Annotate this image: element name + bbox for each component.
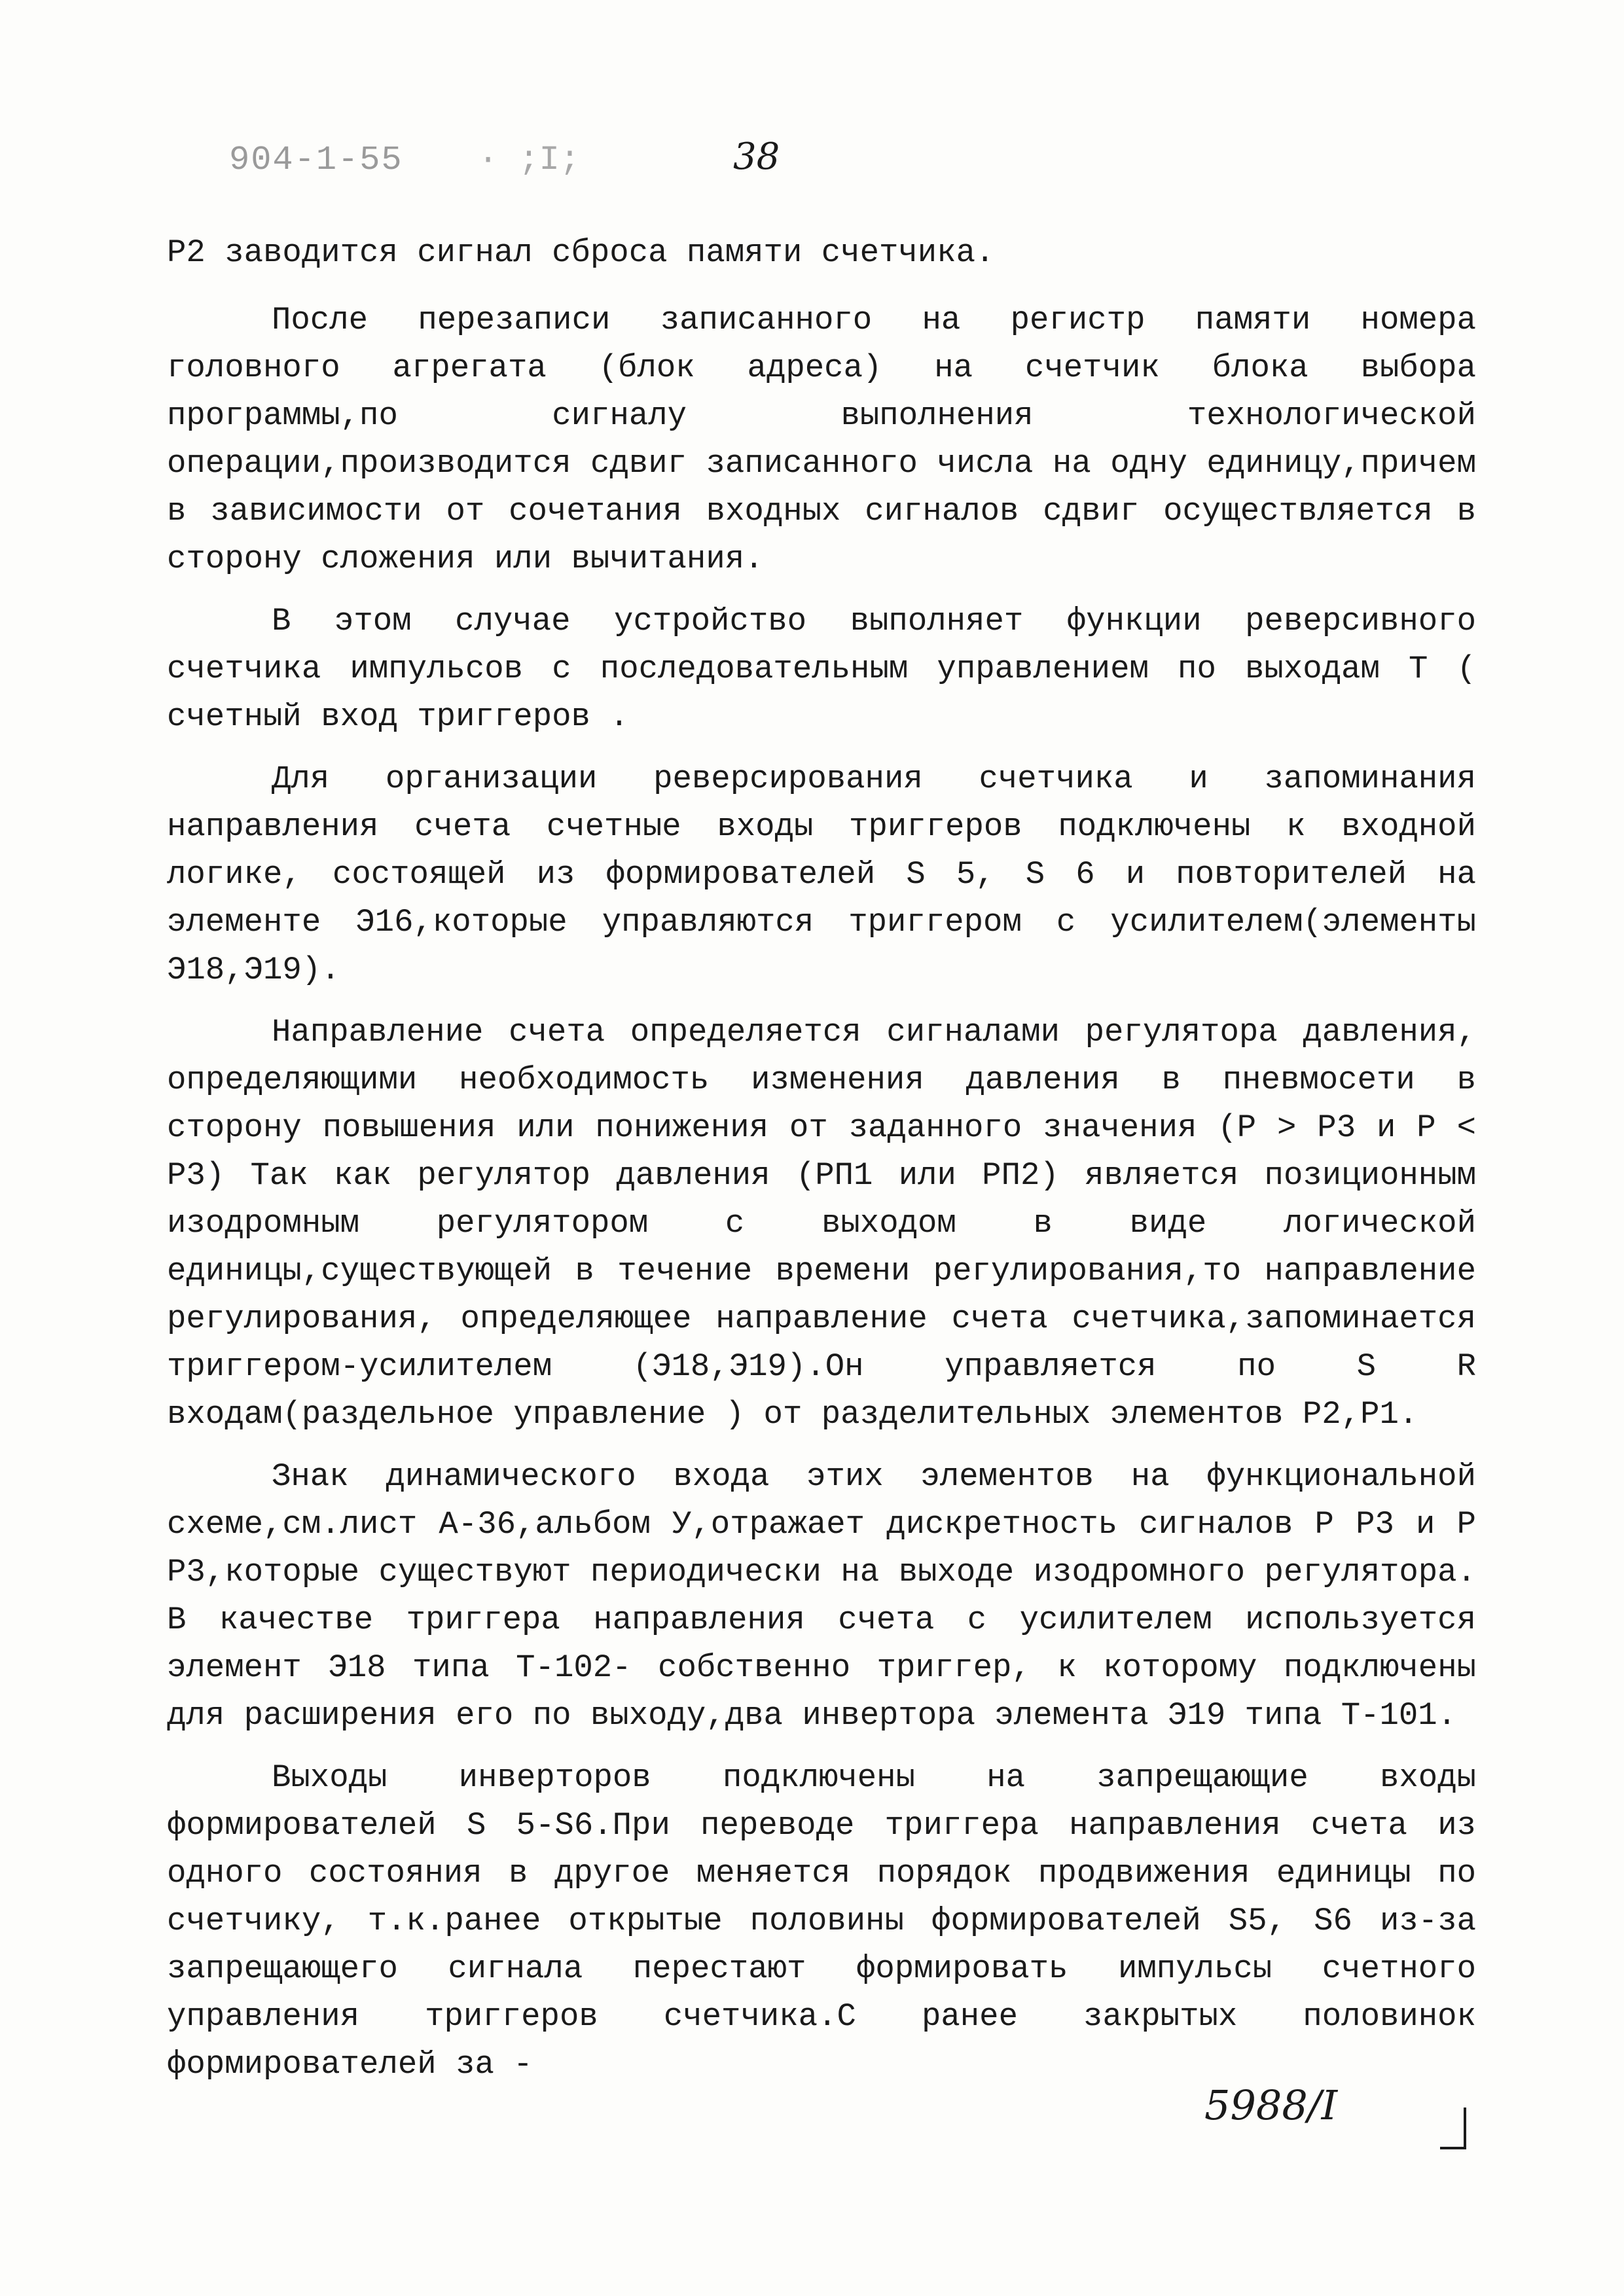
corner-mark	[1440, 2108, 1466, 2149]
paragraph-1: Р2 заводится сигнал сброса памяти счетчика.	[167, 234, 995, 271]
paragraph-6: Знак динамического входа этих элементов на функциональной схеме,см.лист А-36,альбом У,отражает дискретность сигналов Р Р3 и Р Р3,которые существуют периодически на выходе изодромного регулятора. В качестве триггера направления счета с усилителем используется элемент Э18 типа Т-102- собственно триггер, к которому подключены для расширения его по выходу,два инвертора элемента Э19 типа Т-101.	[167, 1458, 1476, 1734]
paragraph-7: Выходы инверторов подключены на запрещающие входы формирователей S 5-S6.При переводе триггера направления счета из одного состояния в другое меняется порядок продвижения единицы по счетчику, т.к.ранее открытые половины формирователей S5, S6 из-за запрещающего сигнала перестают формировать импульсы счетного управления триггеров счетчика.С ранее закрытых половинок формирователей за -	[167, 1759, 1476, 2083]
document-code: 904-1-55	[229, 141, 403, 179]
body-text	[167, 229, 1476, 2103]
page-number: 38	[733, 135, 780, 178]
paragraph-5: Направление счета определяется сигналами регулятора давления, определяющими необходимость изменения давления в пневмосети в сторону повышения или понижения от заданного значения (Р > Р3 и Р < Р3) Так как регулятор давления (РП1 или РП2) является позиционным изодромным регулятором с выходом в виде логической единицы,существующей в течение времени регулирования,то направление регулирования, определяющее направление счета счетчика,запоминается триггером-усилителем (Э18,Э19).Он управляется по S R входам(раздельное управление ) от разделительных элементов Р2,Р1.	[167, 1014, 1476, 1433]
document-mark: · ;I;	[478, 141, 581, 179]
paragraph-2: После перезаписи записанного на регистр памяти номера головного агрегата (блок адреса) на счетчик блока выбора программы,по сигналу выполнения технологической операции,производится сдвиг записанного числа на одну единицу,причем в зависимости от сочетания входных сигналов сдвиг осуществляется в сторону сложения или вычитания.	[167, 302, 1476, 577]
page-header	[229, 135, 949, 193]
paragraph-4: Для организации реверсирования счетчика и запоминания направления счета счетные входы триггеров подключены к входной логике, состоящей из формирователей S 5, S 6 и повторителей на элементе Э16,которые управляются триггером с усилителем(элементы Э18,Э19).	[167, 761, 1476, 988]
inventory-number: 5988/I	[1204, 2081, 1338, 2129]
paragraph-3: В этом случае устройство выполняет функции реверсивного счетчика импульсов с последовательным управлением по выходам Т ( счетный вход триггеров .	[167, 603, 1476, 735]
